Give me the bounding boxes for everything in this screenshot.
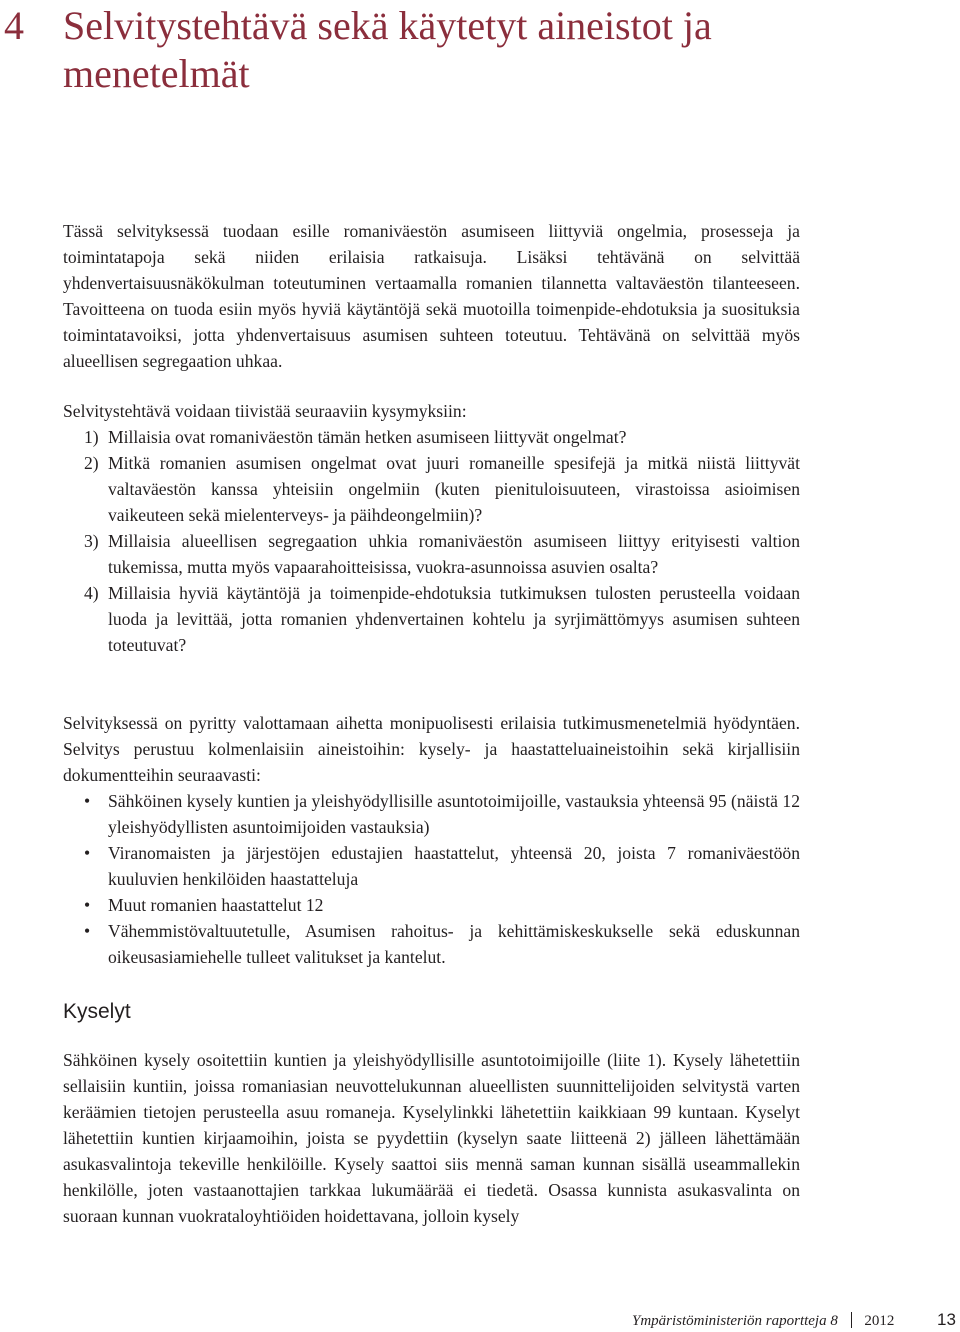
section-heading-kyselyt: Kyselyt <box>63 1000 131 1023</box>
list-item <box>63 788 800 840</box>
kyselyt-paragraph <box>63 1047 800 1229</box>
question-number: 1) <box>84 427 99 447</box>
chapter-number: 4 <box>4 3 24 48</box>
bullet-icon: • <box>84 921 91 941</box>
list-item-text: Vähemmistövaltuutetulle, Asumisen rahoitus- ja kehittämiskeskukselle sekä eduskunnan oikeusasiamiehelle tulleet valitukset ja kantelut. <box>108 921 800 967</box>
intro-paragraph <box>63 218 800 374</box>
questions-list <box>63 424 800 658</box>
question-number: 3) <box>84 531 99 551</box>
bullet-icon: • <box>84 895 91 915</box>
methods-section <box>63 710 800 970</box>
question-text: Millaisia hyviä käytäntöjä ja toimenpide-ehdotuksia tutkimuksen tulosten perusteella voidaan luoda ja levittää, jotta romanien yhdenvertainen kohtelu ja syrjimättömyys asumisen suhteen toteutuvat? <box>108 583 800 655</box>
list-item <box>63 918 800 970</box>
question-number: 4) <box>84 583 99 603</box>
list-item-text: Sähköinen kysely kuntien ja yleishyödyllisille asuntotoimijoille, vastauksia yhteensä 95 (näistä 12 yleishyödyllisten asuntoimijoiden vastauksia) <box>108 791 800 837</box>
intro-text: Tässä selvityksessä tuodaan esille romaniväestön asumiseen liittyviä ongelmia, prosesseja ja toimintatapoja sekä niiden erilaisia ratkaisuja. Lisäksi tehtävänä on selvittää yhdenvertaisuusnäkökulman toteutuminen vertaamalla romanien tilannetta valtaväestön tilanteeseen. Tavoitteena on tuoda esiin myös hyviä käytäntöjä sekä muotoilla toimenpide-ehdotuksia ja suosituksia toimintatavoiksi, jotta yhdenvertaisuus asumisen suhteen toteutuu. Tehtävänä on selvittää myös alueellisen segregaation uhkaa. <box>63 221 800 371</box>
bullet-icon: • <box>84 791 91 811</box>
footer-year: 2012 <box>864 1313 895 1329</box>
page-number: 13 <box>937 1310 956 1329</box>
question-item <box>63 450 800 528</box>
question-text: Millaisia alueellisen segregaation uhkia romaniväestön asumiseen liittyy erityisesti valtion tukemissa, mutta myös vapaarahoitteisissa, vuokra-asunnoissa asuvien osalta? <box>108 531 800 577</box>
question-item <box>63 528 800 580</box>
chapter-title: Selvitystehtävä sekä käytetyt aineistot ja menetelmät <box>63 3 712 96</box>
methods-text: Selvityksessä on pyritty valottamaan aihetta monipuolisesti erilaisia tutkimusmenetelmiä hyödyntäen. Selvitys perustuu kolmenlaisiin aineistoihin: kysely- ja haastatteluaineistoihin sekä kirjallisiin dokumentteihin seuraavasti: <box>63 713 800 785</box>
footer-series: Ympäristöministeriön raportteja <box>632 1313 827 1329</box>
kyselyt-text: Sähköinen kysely osoitettiin kuntien ja yleishyödyllisille asuntotoimijoille (liite 1). Kysely lähetettiin sellaisiin kuntiin, joissa romaniasian neuvottelukunnan alueellisten suunnittelijoiden selvitystä varten keräämien tietojen perusteella asuu romaneja. Kyselylinkki lähetettiin kaikkiaan 99 kuntaan. Kyselyt lähetettiin kuntien kirjaamoihin, joista se pyydettiin (kyselyn saate liitteenä 2) jälleen lähettämään asukasvalintoja tekeville henkilöille. Kysely saattoi siis mennä saman kunnan sisällä useammallekin henkilölle, joten vastaanottajien tarkkaa lukumäärää ei tiedetä. Osassa kunnista asukasvalinta on suoraan kunnan vuokrataloyhtiöiden hoidettavana, jolloin kysely <box>63 1050 800 1226</box>
questions-section <box>63 398 800 658</box>
footer <box>632 1311 894 1331</box>
bullet-icon: • <box>84 843 91 863</box>
list-item <box>63 892 800 918</box>
question-text: Mitkä romanien asumisen ongelmat ovat juuri romaneille spesifejä ja mitkä niistä liittyvät valtaväestön kanssa yhteisiin ongelmiin (kuten pienituloisuuteen, virastoissa asioimisen vaikeuteen sekä mielenterveys- ja päihdeongelmiin)? <box>108 453 800 525</box>
question-item <box>63 424 800 450</box>
questions-lead: Selvitystehtävä voidaan tiivistää seuraaviin kysymyksiin: <box>63 401 467 421</box>
question-item <box>63 580 800 658</box>
list-item-text: Viranomaisten ja järjestöjen edustajien haastattelut, yhteensä 20, joista 7 romaniväestöön kuuluvien henkilöiden haastatteluja <box>108 843 800 889</box>
footer-issue: 8 <box>830 1313 838 1329</box>
question-text: Millaisia ovat romaniväestön tämän hetken asumiseen liittyvät ongelmat? <box>108 427 627 447</box>
list-item <box>63 840 800 892</box>
footer-divider <box>851 1312 852 1328</box>
materials-list <box>63 788 800 970</box>
question-number: 2) <box>84 453 99 473</box>
list-item-text: Muut romanien haastattelut 12 <box>108 895 324 915</box>
